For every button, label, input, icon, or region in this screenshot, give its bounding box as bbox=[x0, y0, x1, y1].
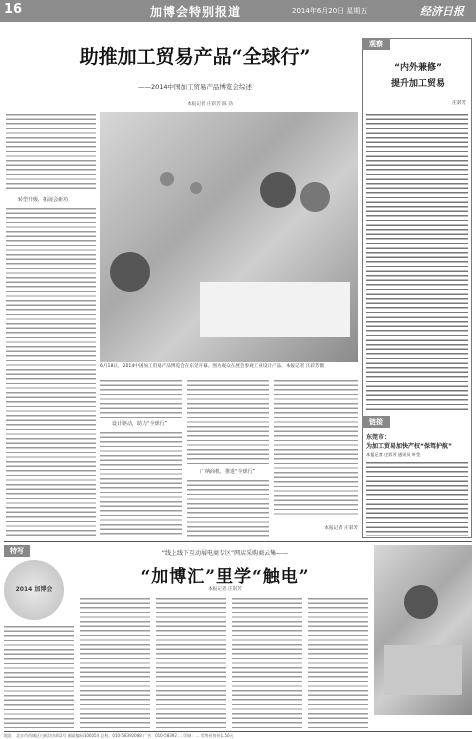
end-byline: 本报记者 庄彩芳 bbox=[324, 526, 358, 531]
link-title: 东莞市： bbox=[366, 434, 391, 441]
feature-photo bbox=[374, 545, 472, 715]
photo-caption: 6月18日，2014中国加工贸易产品博览会在东莞开幕。图为观众在展会参观工业设计产品。本报记者 庄彩芳摄 bbox=[100, 364, 325, 369]
page-header bbox=[0, 0, 476, 22]
observe-tag: 观察 bbox=[362, 38, 390, 50]
article-body-col2a bbox=[100, 378, 182, 418]
feature-kicker: “线上线下互动展电商专区”网店采购商云集—— bbox=[161, 550, 289, 557]
expo-logo-text: 2014 加博会 bbox=[15, 586, 53, 593]
paper-logo: 经济日报 bbox=[420, 5, 464, 18]
subhead-design: 设计驱动，助力“全球行” bbox=[112, 421, 168, 427]
article-body-col3a bbox=[187, 378, 269, 466]
feature-tag: 特写 bbox=[4, 545, 30, 557]
article-body-col4 bbox=[274, 378, 358, 518]
feature-headline: “加博汇”里学“触电” bbox=[140, 567, 310, 587]
section-title: 加博会特别报道 bbox=[150, 5, 242, 19]
article-body-intro bbox=[6, 112, 96, 192]
link-byline: 本报记者 庄彩芳 通讯员 叶莹 bbox=[366, 452, 421, 457]
main-byline: 本报记者 庄彩芳 陈 劲 bbox=[187, 102, 233, 107]
link-body bbox=[366, 460, 468, 536]
footer-info: 地址：北京市西城区白纸坊东街2号 邮政编码100054 总机：010-58392088 广告：010-58392 … 印刷：… 零售价每份1.50元 bbox=[4, 733, 234, 738]
feature-body-col3 bbox=[156, 596, 226, 728]
side-body bbox=[366, 112, 468, 412]
side-title-2: 提升加工贸易 bbox=[390, 79, 445, 89]
feature-byline: 本报记者 庄彩芳 bbox=[208, 587, 242, 592]
article-body-col2b bbox=[100, 430, 182, 538]
subhead-transform: 转型升级，拓展会新功 bbox=[18, 197, 69, 203]
feature-body-col1 bbox=[4, 624, 74, 728]
feature-body-col4 bbox=[232, 596, 302, 728]
side-title-1: “内外兼修” bbox=[394, 63, 442, 73]
footer-rule bbox=[4, 731, 472, 732]
page-number: 16 bbox=[4, 2, 23, 17]
side-byline: 庄彩芳 bbox=[452, 101, 466, 106]
main-subheadline: ——2014中国加工贸易产品博览会综述 bbox=[137, 83, 253, 91]
link-tag: 链接 bbox=[362, 416, 390, 428]
date-line: 2014年6月20日 星期五 bbox=[292, 7, 368, 15]
main-headline: 助推加工贸易产品“全球行” bbox=[79, 46, 311, 68]
expo-photo bbox=[100, 112, 358, 362]
subhead-business: 广纳商机，推进“全球行” bbox=[200, 469, 256, 475]
link-headline: 为加工贸易加快产权“保驾护航” bbox=[366, 443, 452, 450]
article-body-col3b bbox=[187, 478, 269, 538]
article-body-col1 bbox=[6, 206, 96, 536]
feature-body-col5 bbox=[308, 596, 368, 728]
feature-body-col2 bbox=[80, 596, 150, 728]
section-divider bbox=[4, 541, 472, 542]
expo-logo bbox=[4, 560, 64, 620]
